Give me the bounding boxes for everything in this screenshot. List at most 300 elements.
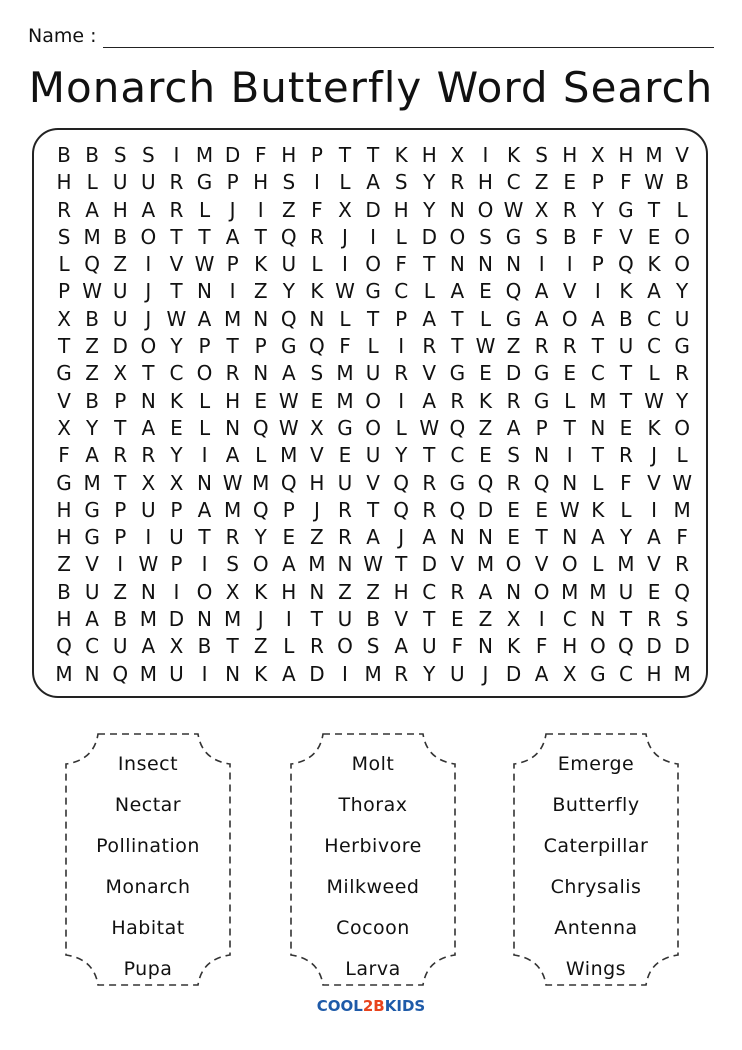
grid-letter[interactable]: R (169, 197, 184, 222)
grid-letter[interactable]: N (477, 252, 493, 277)
grid-letter[interactable]: I (117, 552, 124, 577)
grid-letter[interactable]: T (114, 415, 127, 440)
grid-letter[interactable]: D (505, 661, 522, 686)
grid-letter[interactable]: D (421, 552, 437, 577)
grid-letter[interactable]: Z (310, 525, 324, 550)
grid-letter[interactable]: I (173, 579, 180, 604)
grid-letter[interactable]: H (56, 607, 72, 632)
grid-letter[interactable]: W (559, 497, 580, 522)
grid-letter[interactable]: W (475, 334, 496, 359)
grid-letter[interactable]: Z (338, 579, 352, 604)
grid-letter[interactable]: Q (280, 470, 297, 495)
grid-letter[interactable]: U (365, 361, 381, 386)
grid-letter[interactable]: U (674, 306, 690, 331)
grid-letter[interactable]: N (449, 197, 465, 222)
grid-letter[interactable]: T (451, 306, 464, 331)
grid-letter[interactable]: A (225, 224, 240, 249)
grid-letter[interactable]: X (590, 143, 605, 167)
grid-letter[interactable]: W (138, 552, 159, 577)
grid-letter[interactable]: Q (449, 415, 466, 440)
grid-letter[interactable]: I (229, 279, 236, 304)
grid-letter[interactable]: R (562, 197, 577, 222)
grid-letter[interactable]: Q (674, 579, 690, 604)
grid-letter[interactable]: H (56, 525, 72, 550)
grid-letter[interactable]: P (170, 552, 183, 577)
grid-letter[interactable]: S (57, 224, 71, 249)
grid-letter[interactable]: N (225, 415, 241, 440)
grid-letter[interactable]: M (645, 143, 663, 167)
grid-letter[interactable]: L (395, 224, 407, 249)
grid-letter[interactable]: A (422, 388, 437, 413)
grid-letter[interactable]: O (252, 552, 269, 577)
grid-letter[interactable]: F (592, 224, 604, 249)
grid-letter[interactable]: D (421, 224, 437, 249)
grid-letter[interactable]: B (113, 607, 128, 632)
grid-letter[interactable]: R (309, 224, 324, 249)
grid-letter[interactable]: U (618, 334, 634, 359)
grid-letter[interactable]: B (113, 224, 128, 249)
grid-letter[interactable]: X (562, 661, 577, 686)
grid-letter[interactable]: T (366, 143, 380, 167)
grid-letter[interactable]: I (342, 252, 348, 277)
grid-letter[interactable]: N (449, 252, 465, 277)
grid-letter[interactable]: I (594, 279, 601, 304)
grid-letter[interactable]: H (253, 170, 269, 195)
grid-letter[interactable]: Z (253, 279, 268, 304)
grid-letter[interactable]: B (675, 170, 689, 195)
grid-letter[interactable]: A (647, 279, 661, 304)
grid-letter[interactable]: L (198, 388, 211, 413)
grid-letter[interactable]: W (82, 279, 103, 304)
grid-letter[interactable]: P (395, 306, 408, 331)
grid-letter[interactable]: F (451, 634, 464, 659)
grid-letter[interactable]: H (309, 470, 325, 495)
grid-letter[interactable]: O (505, 552, 522, 577)
grid-letter[interactable]: G (281, 334, 297, 359)
grid-letter[interactable]: G (533, 361, 550, 386)
grid-letter[interactable]: A (506, 415, 521, 440)
grid-letter[interactable]: P (114, 525, 127, 550)
grid-letter[interactable]: E (254, 388, 268, 413)
grid-letter[interactable]: A (534, 279, 549, 304)
grid-letter[interactable]: A (534, 306, 549, 331)
grid-letter[interactable]: R (338, 525, 352, 550)
grid-letter[interactable]: Z (85, 361, 99, 386)
grid-letter[interactable]: U (141, 497, 156, 522)
grid-letter[interactable]: Y (423, 661, 436, 686)
grid-letter[interactable]: T (170, 279, 183, 304)
grid-letter[interactable]: G (449, 470, 466, 495)
grid-letter[interactable]: P (226, 252, 239, 277)
grid-letter[interactable]: I (145, 252, 152, 277)
grid-letter[interactable]: T (535, 525, 548, 550)
grid-letter[interactable]: T (57, 334, 71, 359)
grid-letter[interactable]: R (422, 470, 437, 495)
grid-letter[interactable]: Q (449, 497, 466, 522)
grid-letter[interactable]: M (223, 607, 242, 632)
grid-letter[interactable]: C (590, 361, 605, 386)
grid-letter[interactable]: O (533, 579, 550, 604)
grid-letter[interactable]: E (451, 607, 464, 632)
grid-letter[interactable]: B (85, 306, 99, 331)
grid-letter[interactable]: V (647, 552, 661, 577)
grid-letter[interactable]: T (198, 525, 211, 550)
grid-letter[interactable]: L (339, 170, 351, 195)
grid-letter[interactable]: F (58, 443, 70, 468)
grid-letter[interactable]: X (534, 197, 549, 222)
grid-letter[interactable]: P (254, 334, 267, 359)
grid-letter[interactable]: A (450, 279, 465, 304)
grid-letter[interactable]: V (534, 552, 549, 577)
grid-letter[interactable]: L (255, 443, 267, 468)
grid-letter[interactable]: H (56, 497, 72, 522)
grid-letter[interactable]: N (225, 661, 241, 686)
grid-letter[interactable]: C (562, 607, 577, 632)
grid-letter[interactable]: R (141, 443, 156, 468)
grid-letter[interactable]: X (141, 470, 156, 495)
grid-letter[interactable]: T (226, 634, 239, 659)
grid-letter[interactable]: R (422, 497, 437, 522)
grid-letter[interactable]: M (336, 388, 354, 413)
grid-letter[interactable]: G (449, 361, 466, 386)
grid-letter[interactable]: K (647, 252, 661, 277)
grid-letter[interactable]: Y (170, 334, 183, 359)
grid-letter[interactable]: R (338, 497, 352, 522)
grid-letter[interactable]: K (254, 252, 268, 277)
grid-letter[interactable]: A (534, 661, 549, 686)
grid-letter[interactable]: T (226, 334, 239, 359)
grid-letter[interactable]: O (365, 415, 381, 440)
grid-letter[interactable]: H (646, 661, 662, 686)
grid-letter[interactable]: M (252, 470, 270, 495)
grid-letter[interactable]: K (647, 415, 661, 440)
grid-letter[interactable]: M (83, 470, 101, 495)
grid-letter[interactable]: M (223, 306, 242, 331)
grid-letter[interactable]: Y (170, 443, 183, 468)
grid-letter[interactable]: W (166, 306, 187, 331)
grid-letter[interactable]: S (535, 143, 548, 167)
grid-letter[interactable]: I (201, 661, 208, 686)
grid-letter[interactable]: T (591, 334, 604, 359)
grid-letter[interactable]: U (421, 634, 437, 659)
grid-letter[interactable]: A (590, 525, 605, 550)
name-field-line[interactable] (103, 27, 715, 48)
grid-letter[interactable]: A (141, 634, 156, 659)
grid-letter[interactable]: A (422, 525, 437, 550)
grid-letter[interactable]: A (281, 361, 296, 386)
grid-letter[interactable]: D (365, 197, 381, 222)
grid-letter[interactable]: O (196, 361, 213, 386)
grid-letter[interactable]: T (114, 470, 127, 495)
grid-letter[interactable]: G (84, 497, 100, 522)
grid-letter[interactable]: H (56, 170, 72, 195)
grid-letter[interactable]: A (366, 170, 380, 195)
grid-letter[interactable]: H (562, 143, 578, 167)
grid-letter[interactable]: O (140, 224, 157, 249)
grid-letter[interactable]: Q (618, 252, 634, 277)
grid-letter[interactable]: Q (252, 415, 269, 440)
grid-letter[interactable]: P (114, 388, 127, 413)
grid-letter[interactable]: M (336, 361, 354, 386)
grid-letter[interactable]: B (85, 143, 99, 167)
grid-letter[interactable]: P (591, 170, 604, 195)
grid-letter[interactable]: R (675, 552, 690, 577)
grid-letter[interactable]: B (85, 388, 99, 413)
grid-letter[interactable]: A (590, 306, 605, 331)
grid-letter[interactable]: X (506, 607, 521, 632)
grid-letter[interactable]: L (592, 470, 604, 495)
grid-letter[interactable]: L (620, 497, 632, 522)
grid-letter[interactable]: H (281, 143, 297, 167)
grid-letter[interactable]: E (507, 497, 520, 522)
grid-letter[interactable]: O (140, 334, 157, 359)
grid-letter[interactable]: G (505, 306, 522, 331)
grid-letter[interactable]: D (309, 661, 325, 686)
grid-letter[interactable]: W (335, 279, 355, 304)
grid-letter[interactable]: I (201, 443, 208, 468)
grid-letter[interactable]: V (57, 388, 71, 413)
grid-letter[interactable]: U (281, 252, 297, 277)
grid-letter[interactable]: E (479, 443, 492, 468)
grid-letter[interactable]: R (422, 334, 437, 359)
grid-letter[interactable]: W (278, 415, 299, 440)
grid-letter[interactable]: W (644, 170, 664, 195)
grid-letter[interactable]: G (84, 525, 100, 550)
grid-letter[interactable]: N (197, 607, 212, 632)
grid-letter[interactable]: I (538, 252, 545, 277)
grid-letter[interactable]: E (282, 525, 296, 550)
grid-letter[interactable]: O (449, 224, 466, 249)
grid-letter[interactable]: U (365, 443, 381, 468)
grid-letter[interactable]: V (85, 552, 99, 577)
grid-letter[interactable]: G (674, 334, 690, 359)
grid-letter[interactable]: T (619, 607, 633, 632)
grid-letter[interactable]: T (591, 443, 604, 468)
grid-letter[interactable]: Q (393, 497, 410, 522)
grid-letter[interactable]: R (309, 634, 324, 659)
grid-letter[interactable]: L (311, 252, 323, 277)
grid-letter[interactable]: L (283, 634, 295, 659)
grid-letter[interactable]: T (423, 252, 436, 277)
grid-letter[interactable]: M (673, 497, 691, 522)
grid-letter[interactable]: S (479, 224, 492, 249)
grid-letter[interactable]: N (562, 470, 578, 495)
grid-letter[interactable]: E (563, 170, 577, 195)
grid-letter[interactable]: B (619, 306, 633, 331)
grid-letter[interactable]: N (309, 579, 325, 604)
grid-letter[interactable]: A (281, 661, 296, 686)
grid-letter[interactable]: H (477, 170, 493, 195)
grid-letter[interactable]: L (86, 170, 98, 195)
grid-letter[interactable]: V (422, 361, 437, 386)
grid-letter[interactable]: N (253, 361, 269, 386)
grid-letter[interactable]: M (139, 661, 157, 686)
grid-letter[interactable]: R (169, 170, 184, 195)
grid-letter[interactable]: G (365, 279, 381, 304)
grid-letter[interactable]: O (674, 224, 690, 249)
grid-letter[interactable]: U (337, 607, 353, 632)
grid-letter[interactable]: U (169, 525, 184, 550)
grid-letter[interactable]: Q (533, 470, 550, 495)
grid-letter[interactable]: T (366, 306, 380, 331)
grid-letter[interactable]: E (563, 361, 577, 386)
grid-letter[interactable]: O (196, 579, 213, 604)
grid-letter[interactable]: E (647, 579, 661, 604)
grid-letter[interactable]: J (229, 197, 236, 222)
grid-letter[interactable]: N (506, 579, 522, 604)
grid-letter[interactable]: C (647, 334, 661, 359)
grid-letter[interactable]: K (619, 279, 633, 304)
grid-letter[interactable]: W (278, 388, 299, 413)
grid-letter[interactable]: R (225, 525, 240, 550)
grid-letter[interactable]: Z (85, 334, 99, 359)
grid-letter[interactable]: Y (676, 388, 689, 413)
grid-letter[interactable]: T (647, 197, 661, 222)
grid-letter[interactable]: N (84, 661, 100, 686)
grid-letter[interactable]: I (257, 197, 264, 222)
grid-letter[interactable]: Z (534, 170, 549, 195)
grid-letter[interactable]: I (173, 143, 180, 167)
grid-letter[interactable]: T (170, 224, 183, 249)
grid-letter[interactable]: C (618, 661, 633, 686)
grid-letter[interactable]: T (451, 334, 464, 359)
grid-letter[interactable]: O (589, 634, 606, 659)
grid-letter[interactable]: V (450, 552, 465, 577)
grid-letter[interactable]: N (253, 306, 269, 331)
grid-letter[interactable]: L (198, 197, 211, 222)
grid-letter[interactable]: F (535, 634, 548, 659)
grid-letter[interactable]: Q (280, 306, 297, 331)
grid-letter[interactable]: H (112, 197, 128, 222)
grid-letter[interactable]: V (619, 224, 633, 249)
grid-letter[interactable]: M (139, 607, 157, 632)
grid-letter[interactable]: G (505, 224, 522, 249)
grid-letter[interactable]: A (366, 525, 380, 550)
grid-letter[interactable]: S (507, 443, 520, 468)
grid-letter[interactable]: U (112, 306, 128, 331)
grid-letter[interactable]: R (562, 334, 577, 359)
grid-letter[interactable]: Y (282, 279, 295, 304)
grid-letter[interactable]: N (197, 279, 212, 304)
grid-letter[interactable]: U (337, 470, 353, 495)
grid-letter[interactable]: U (141, 170, 156, 195)
grid-letter[interactable]: N (337, 552, 353, 577)
grid-letter[interactable]: I (566, 443, 573, 468)
grid-letter[interactable]: Z (281, 197, 296, 222)
grid-letter[interactable]: M (589, 579, 607, 604)
grid-letter[interactable]: O (561, 306, 578, 331)
grid-letter[interactable]: X (113, 361, 128, 386)
grid-letter[interactable]: J (651, 443, 657, 468)
grid-letter[interactable]: O (477, 197, 494, 222)
grid-letter[interactable]: M (83, 224, 101, 249)
grid-letter[interactable]: T (142, 361, 155, 386)
grid-letter[interactable]: H (421, 143, 437, 167)
grid-letter[interactable]: B (57, 143, 71, 167)
grid-letter[interactable]: D (646, 634, 662, 659)
grid-letter[interactable]: U (618, 579, 634, 604)
grid-letter[interactable]: T (198, 224, 211, 249)
grid-letter[interactable]: N (477, 634, 493, 659)
grid-letter[interactable]: M (55, 661, 73, 686)
grid-letter[interactable]: L (198, 415, 211, 440)
grid-letter[interactable]: J (398, 525, 405, 550)
grid-letter[interactable]: G (56, 470, 72, 495)
grid-letter[interactable]: W (363, 552, 383, 577)
grid-letter[interactable]: R (450, 388, 465, 413)
grid-letter[interactable]: Q (505, 279, 522, 304)
grid-letter[interactable]: N (590, 415, 606, 440)
grid-letter[interactable]: F (620, 470, 632, 495)
grid-letter[interactable]: I (201, 552, 208, 577)
grid-letter[interactable]: D (505, 361, 522, 386)
grid-letter[interactable]: V (394, 607, 409, 632)
grid-letter[interactable]: H (393, 579, 409, 604)
grid-letter[interactable]: V (169, 252, 184, 277)
grid-letter[interactable]: D (224, 143, 241, 167)
grid-letter[interactable]: M (364, 661, 382, 686)
grid-letter[interactable]: H (393, 197, 409, 222)
grid-letter[interactable]: I (566, 252, 573, 277)
grid-letter[interactable]: W (222, 470, 243, 495)
grid-letter[interactable]: I (285, 607, 292, 632)
grid-letter[interactable]: A (197, 497, 212, 522)
grid-letter[interactable]: I (651, 497, 657, 522)
grid-letter[interactable]: D (477, 497, 494, 522)
grid-letter[interactable]: T (366, 497, 380, 522)
grid-letter[interactable]: I (342, 661, 348, 686)
grid-letter[interactable]: D (112, 334, 128, 359)
grid-letter[interactable]: L (339, 306, 351, 331)
grid-letter[interactable]: F (254, 143, 267, 167)
grid-letter[interactable]: Z (478, 607, 493, 632)
grid-letter[interactable]: M (308, 552, 326, 577)
grid-letter[interactable]: O (365, 388, 381, 413)
grid-letter[interactable]: P (58, 279, 71, 304)
grid-letter[interactable]: L (395, 415, 407, 440)
grid-letter[interactable]: X (57, 306, 71, 331)
grid-letter[interactable]: K (506, 143, 521, 167)
grid-letter[interactable]: G (533, 388, 550, 413)
grid-letter[interactable]: J (145, 306, 152, 331)
grid-letter[interactable]: D (168, 607, 185, 632)
grid-letter[interactable]: F (339, 334, 351, 359)
grid-letter[interactable]: T (619, 388, 633, 413)
grid-letter[interactable]: H (562, 634, 578, 659)
grid-letter[interactable]: X (338, 197, 352, 222)
grid-letter[interactable]: T (338, 143, 352, 167)
grid-letter[interactable]: L (676, 197, 688, 222)
grid-letter[interactable]: F (676, 525, 688, 550)
grid-letter[interactable]: Q (618, 634, 634, 659)
grid-letter[interactable]: K (591, 497, 605, 522)
grid-letter[interactable]: N (449, 525, 465, 550)
grid-letter[interactable]: R (450, 170, 465, 195)
grid-letter[interactable]: R (394, 361, 409, 386)
grid-letter[interactable]: N (590, 607, 606, 632)
grid-letter[interactable]: K (169, 388, 183, 413)
grid-letter[interactable]: N (140, 579, 156, 604)
grid-letter[interactable]: C (647, 306, 661, 331)
grid-letter[interactable]: N (309, 306, 325, 331)
grid-letter[interactable]: C (506, 170, 521, 195)
grid-letter[interactable]: R (506, 470, 521, 495)
grid-letter[interactable]: M (617, 552, 635, 577)
grid-letter[interactable]: U (450, 661, 465, 686)
grid-letter[interactable]: L (367, 334, 379, 359)
grid-letter[interactable]: N (140, 388, 156, 413)
grid-letter[interactable]: Z (113, 579, 128, 604)
